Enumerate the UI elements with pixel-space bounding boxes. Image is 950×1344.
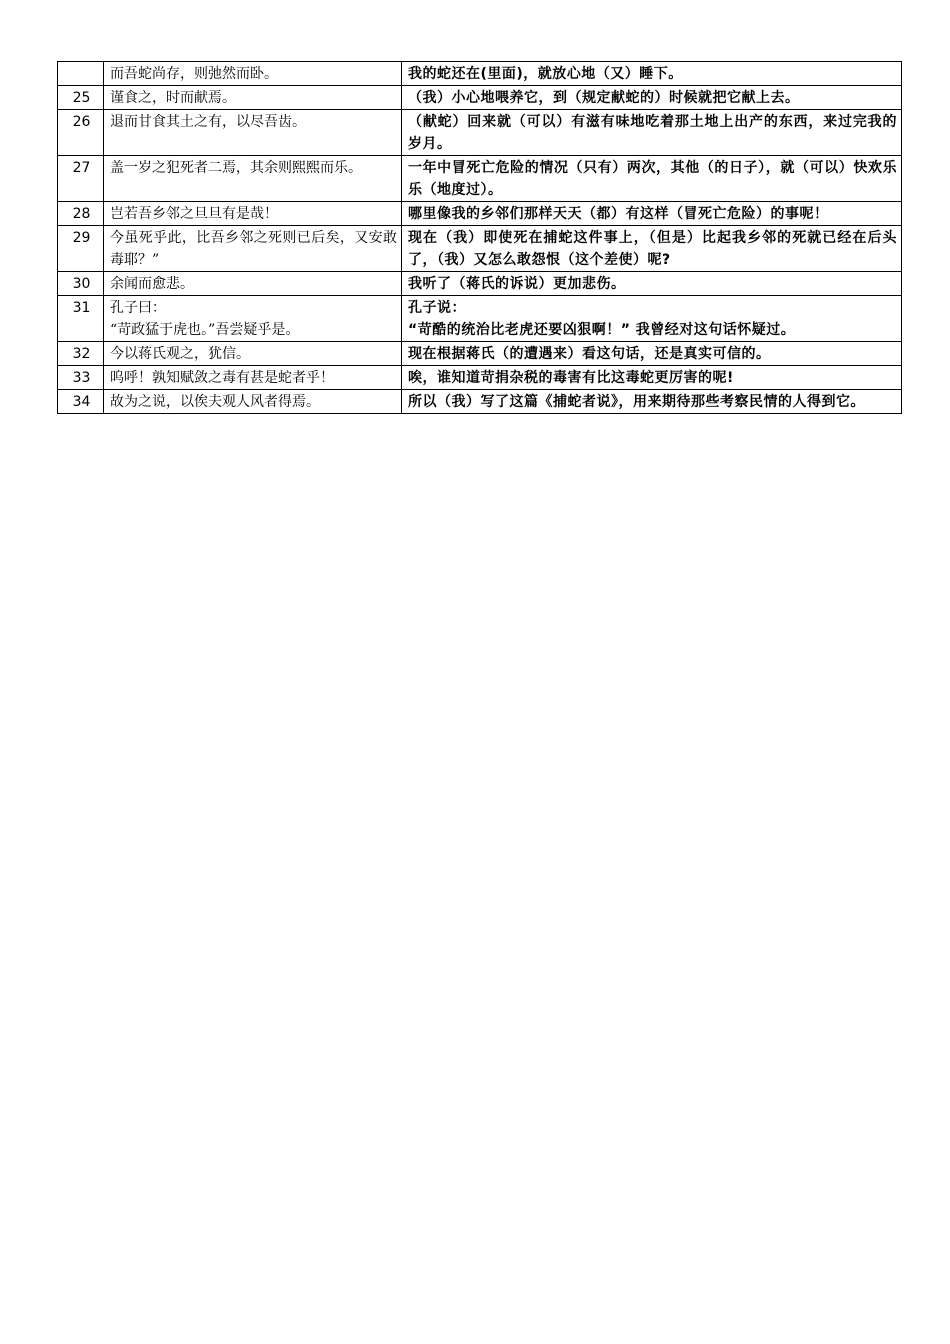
translation-text-cell — [402, 226, 902, 272]
original-text-line: 今以蒋氏观之，犹信。 — [110, 346, 250, 362]
original-text-cell — [104, 342, 402, 366]
translation-text-line: 我的蛇还在(里面)，就放心地（又）睡下。 — [408, 66, 683, 82]
table-row — [58, 86, 902, 110]
original-text-cell — [104, 156, 402, 202]
original-text-line: 今虽死乎此，比吾乡邻之死则已后矣，又安敢毒耶？” — [110, 230, 397, 268]
translation-text-line: 一年中冒死亡危险的情况（只有）两次，其他（的日子），就（可以）快欢乐乐（地度过）。 — [408, 160, 897, 198]
row-number: 29 — [58, 226, 104, 272]
original-text-line: 呜呼！孰知赋敛之毒有甚是蛇者乎！ — [110, 370, 334, 386]
table-body — [58, 62, 902, 414]
table-row — [58, 156, 902, 202]
table-row — [58, 296, 902, 342]
translation-text-line: 我听了（蒋氏的诉说）更加悲伤。 — [408, 276, 626, 292]
original-text-cell — [104, 110, 402, 156]
original-text-line: 岂若吾乡邻之旦旦有是哉！ — [110, 206, 278, 222]
translation-table — [57, 61, 902, 414]
translation-text-cell — [402, 202, 902, 226]
translation-text-line: 现在根据蒋氏（的遭遇来）看这句话，还是真实可信的。 — [408, 346, 771, 362]
table-row — [58, 62, 902, 86]
translation-text-cell — [402, 390, 902, 414]
row-number: 26 — [58, 110, 104, 156]
translation-text-cell — [402, 366, 902, 390]
table-row — [58, 202, 902, 226]
original-text-line: 谨食之，时而献焉。 — [110, 90, 236, 106]
original-text-line: 余闻而愈悲。 — [110, 276, 194, 292]
original-text-line: 而吾蛇尚存，则弛然而卧。 — [110, 66, 278, 82]
translation-text-line: 孔子说： — [408, 300, 466, 316]
original-text-line: 盖一岁之犯死者二焉，其余则熙熙而乐。 — [110, 160, 362, 176]
row-number: 28 — [58, 202, 104, 226]
translation-text-line: 现在（我）即使死在捕蛇这件事上，（但是）比起我乡邻的死就已经在后头了，（我）又怎么敢怨恨（这个差使）呢? — [408, 230, 897, 268]
translation-text-line: 哪里像我的乡邻们那样天天（都）有这样（冒死亡危险）的事呢！ — [408, 206, 829, 222]
original-text-cell — [104, 390, 402, 414]
row-number: 34 — [58, 390, 104, 414]
row-number: 27 — [58, 156, 104, 202]
original-text-line: 退而甘食其土之有，以尽吾齿。 — [110, 114, 306, 130]
table-row — [58, 272, 902, 296]
row-number: 32 — [58, 342, 104, 366]
translation-text-cell — [402, 110, 902, 156]
translation-text-line: 唉，谁知道苛捐杂税的毒害有比这毒蛇更厉害的呢! — [408, 370, 734, 386]
row-number: 30 — [58, 272, 104, 296]
translation-text-cell — [402, 156, 902, 202]
translation-text-line: 所以（我）写了这篇《捕蛇者说》，用来期待那些考察民情的人得到它。 — [408, 394, 865, 410]
table-row — [58, 390, 902, 414]
translation-text-cell — [402, 62, 902, 86]
original-text-cell — [104, 366, 402, 390]
original-text-cell — [104, 86, 402, 110]
translation-text-line: （我）小心地喂养它，到（规定献蛇的）时候就把它献上去。 — [408, 90, 800, 106]
translation-text-line: （献蛇）回来就（可以）有滋有味地吃着那土地上出产的东西，来过完我的岁月。 — [408, 114, 897, 152]
original-text-line: 故为之说，以俟夫观人风者得焉。 — [110, 394, 320, 410]
translation-text-cell — [402, 86, 902, 110]
translation-text-line: “苛酷的统治比老虎还要凶狠啊！” 我曾经对这句话怀疑过。 — [408, 322, 796, 338]
translation-text-cell — [402, 296, 902, 342]
original-text-line: 孔子曰： — [110, 300, 166, 316]
translation-text-cell — [402, 342, 902, 366]
original-text-cell — [104, 296, 402, 342]
row-number — [58, 62, 104, 86]
table-row — [58, 110, 902, 156]
original-text-cell — [104, 226, 402, 272]
table-row — [58, 342, 902, 366]
original-text-cell — [104, 272, 402, 296]
table-row — [58, 226, 902, 272]
row-number: 31 — [58, 296, 104, 342]
table-row — [58, 366, 902, 390]
original-text-cell — [104, 62, 402, 86]
original-text-cell — [104, 202, 402, 226]
translation-text-cell — [402, 272, 902, 296]
row-number: 33 — [58, 366, 104, 390]
row-number: 25 — [58, 86, 104, 110]
original-text-line: “苛政猛于虎也。”吾尝疑乎是。 — [110, 322, 300, 338]
